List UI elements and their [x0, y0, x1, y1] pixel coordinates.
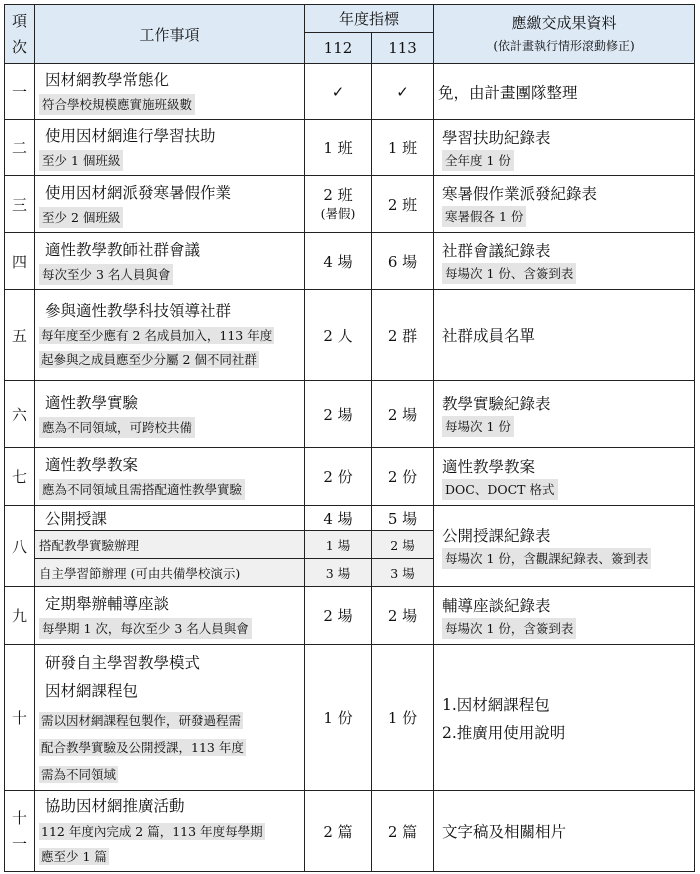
target-113: 2 班: [372, 176, 434, 233]
target-112: 2 篇: [305, 791, 372, 872]
target-112: 1 場: [305, 531, 372, 559]
header-deliverables: 應繳交成果資料 (依計畫執行情形滾動修正): [434, 5, 695, 64]
table-row: [5, 645, 695, 791]
table-row: [5, 587, 695, 645]
target-113: 1 份: [372, 645, 434, 791]
target-112: 2 份: [305, 448, 372, 506]
table-row: [5, 233, 695, 290]
header-work-item: 工作事項: [35, 5, 305, 64]
target-113: 2 場: [372, 531, 434, 559]
target-113: 6 場: [372, 233, 434, 290]
work-item-cell: 使用因材網派發寒暑假作業 至少 2 個班級: [35, 176, 305, 233]
target-113: 2 份: [372, 448, 434, 506]
target-112: 4 場: [305, 233, 372, 290]
deliverable-cell: 免，由計畫團隊整理: [434, 64, 695, 120]
header-item-no: 項 次: [5, 5, 35, 64]
target-112: 3 場: [305, 559, 372, 587]
target-112: 2 場: [305, 587, 372, 645]
deliverable-cell: 學習扶助紀錄表 全年度 1 份: [434, 120, 695, 176]
work-item-cell: 定期舉辦輔導座談 每學期 1 次，每次至少 3 名人員與會: [35, 587, 305, 645]
deliverable-cell: 公開授課紀錄表 每場次 1 份，含觀課紀錄表、簽到表: [434, 506, 695, 587]
work-item-cell: 適性教學實驗 應為不同領域，可跨校共備: [35, 381, 305, 448]
deliverable-cell: 寒暑假作業派發紀錄表 寒暑假各 1 份: [434, 176, 695, 233]
work-item-cell: 適性教學教案 應為不同領域且需搭配適性教學實驗: [35, 448, 305, 506]
deliverable-cell: 教學實驗紀錄表 每場次 1 份: [434, 381, 695, 448]
work-items-table: [4, 4, 695, 872]
work-item-cell: 參與適性教學科技領導社群 每年度至少應有 2 名成員加入，113 年度 起參與之成員應至少分屬 2 個不同社群: [35, 290, 305, 381]
target-113: 2 場: [372, 381, 434, 448]
header-annual-target: 年度指標: [305, 5, 434, 33]
work-item-cell: 協助因材網推廣活動 112 年度內完成 2 篇，113 年度每學期 應至少 1 篇: [35, 791, 305, 872]
item-no: 九: [5, 587, 35, 645]
target-113: 2 群: [372, 290, 434, 381]
table-row: [5, 506, 695, 531]
item-no: 十: [5, 645, 35, 791]
item-no: 二: [5, 120, 35, 176]
target-112: 1 班: [305, 120, 372, 176]
target-112: 1 份: [305, 645, 372, 791]
target-113: 2 場: [372, 587, 434, 645]
item-no: 三: [5, 176, 35, 233]
item-no: 五: [5, 290, 35, 381]
deliverable-cell: 輔導座談紀錄表 每場次 1 份，含簽到表: [434, 587, 695, 645]
table-row: [5, 381, 695, 448]
item-no: 六: [5, 381, 35, 448]
target-112: 4 場: [305, 506, 372, 531]
table-row: [5, 791, 695, 872]
item-no: 十 一: [5, 791, 35, 872]
target-112: 2 班 (暑假): [305, 176, 372, 233]
deliverable-cell: 適性教學教案 DOC、DOCT 格式: [434, 448, 695, 506]
item-no: 一: [5, 64, 35, 120]
target-112: 2 場: [305, 381, 372, 448]
target-113: ✓: [372, 64, 434, 120]
table-row: [5, 448, 695, 506]
work-item-cell: 因材網教學常態化 符合學校規模應實施班級數: [35, 64, 305, 120]
target-112: 2 人: [305, 290, 372, 381]
work-item-subrow: 自主學習節辦理 (可由共備學校演示): [35, 559, 305, 587]
header-year-112: 112: [305, 33, 372, 64]
work-item-subrow: 搭配教學實驗辦理: [35, 531, 305, 559]
table-row: [5, 64, 695, 120]
header-year-113: 113: [372, 33, 434, 64]
target-113: 2 篇: [372, 791, 434, 872]
table-row: [5, 290, 695, 381]
target-112: ✓: [305, 64, 372, 120]
work-item-cell: 公開授課: [35, 506, 305, 531]
deliverable-cell: 社群會議紀錄表 每場次 1 份、含簽到表: [434, 233, 695, 290]
deliverable-cell: 1.因材網課程包 2.推廣用使用說明: [434, 645, 695, 791]
table-row: [5, 120, 695, 176]
item-no: 八: [5, 506, 35, 587]
deliverable-cell: 文字稿及相關相片: [434, 791, 695, 872]
work-item-cell: 研發自主學習教學模式 因材網課程包 需以因材網課程包製作，研發過程需 配合教學實驗及公開授課，113 年度 需為不同領域: [35, 645, 305, 791]
item-no: 七: [5, 448, 35, 506]
table-row: [5, 176, 695, 233]
work-item-cell: 使用因材網進行學習扶助 至少 1 個班級: [35, 120, 305, 176]
deliverable-cell: 社群成員名單: [434, 290, 695, 381]
target-113: 3 場: [372, 559, 434, 587]
work-item-cell: 適性教學教師社群會議 每次至少 3 名人員與會: [35, 233, 305, 290]
target-113: 1 班: [372, 120, 434, 176]
item-no: 四: [5, 233, 35, 290]
target-113: 5 場: [372, 506, 434, 531]
